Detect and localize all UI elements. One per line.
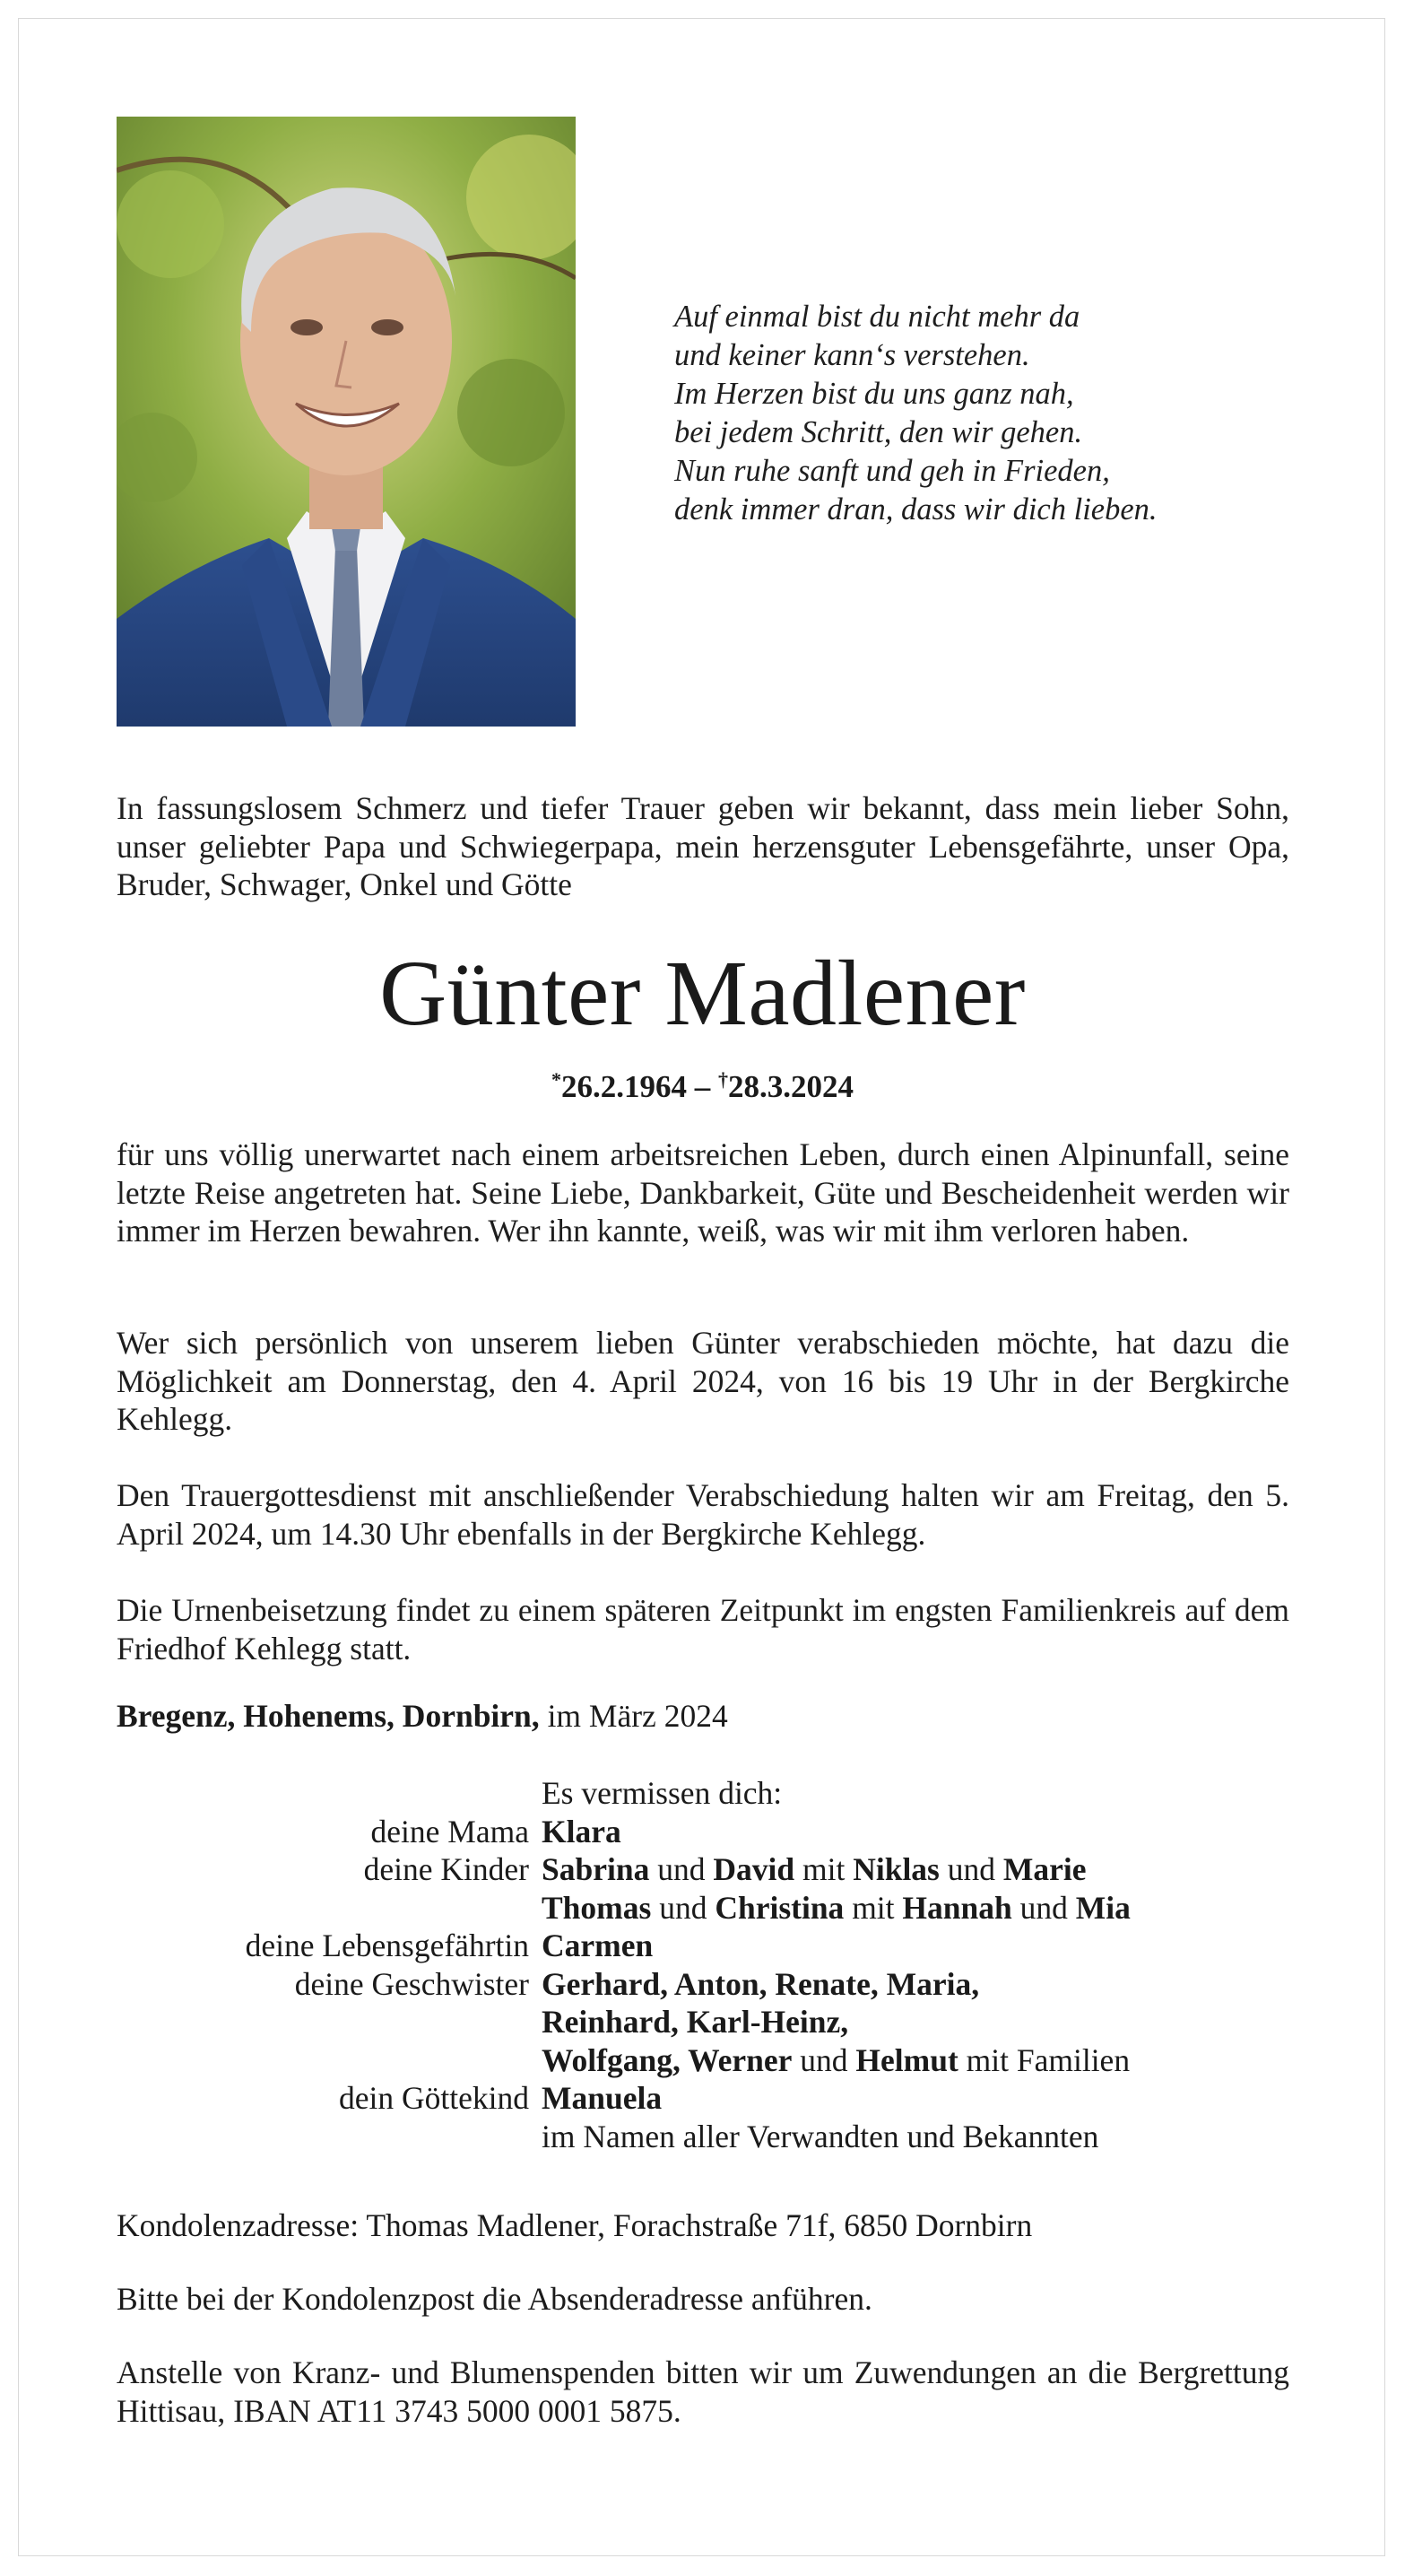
relation-label: deine Kinder xyxy=(363,1851,529,1887)
relation-label: deine Lebensgefährtin xyxy=(245,1928,529,1963)
relation-label: deine Geschwister xyxy=(294,1965,529,2002)
poem-line: denk immer dran, dass wir dich lieben. xyxy=(674,492,1158,527)
connector: und xyxy=(651,1889,716,1926)
family-row xyxy=(117,1850,1318,1889)
announcement-paragraph: für uns völlig unerwartet nach einem arbeitsreichen Leben, durch einen Alpinunfall, seine letzte Reise angetreten hat. Seine Liebe, Dankbarkeit, Güte und Bescheidenheit werden wir immer im Herzen bewahren. Wer ihn kannte, weiß, was wir mit ihm verloren haben. xyxy=(117,1136,1289,1249)
children-line xyxy=(542,1889,1131,1928)
family-row xyxy=(117,1927,1318,1965)
connector: mit Familien xyxy=(958,2041,1131,2078)
child-name: Sabrina xyxy=(542,1851,650,1887)
partner-name: Carmen xyxy=(542,1928,654,1963)
connector: und xyxy=(792,2041,856,2078)
grandchild-name: Marie xyxy=(1002,1851,1087,1887)
grandchild-name: Mia xyxy=(1075,1889,1131,1926)
poem-line: und keiner kann‘s verstehen. xyxy=(674,338,1030,372)
memorial-poem xyxy=(674,298,1320,529)
siblings-names: Wolfgang, Werner xyxy=(542,2041,793,2078)
funeral-service-paragraph: Den Trauergottesdienst mit anschließender Verabschiedung halten wir am Freitag, den 5. April 2024, um 14.30 Uhr ebenfalls in der Bergkirche Kehlegg. xyxy=(117,1477,1289,1552)
family-row xyxy=(117,1965,1318,2004)
partner-name: David xyxy=(713,1851,795,1887)
urn-burial-paragraph: Die Urnenbeisetzung findet zu einem späteren Zeitpunkt im engsten Familienkreis auf dem Friedhof Kehlegg statt. xyxy=(117,1592,1289,1667)
family-row xyxy=(117,2079,1318,2118)
birth-date: 26.2.1964 xyxy=(561,1069,687,1104)
places: Bregenz, Hohenems, Dornbirn, xyxy=(117,1698,540,1734)
family-row xyxy=(117,1813,1318,1851)
grandchild-name: Hannah xyxy=(902,1889,1012,1926)
farewell-paragraph: Wer sich persönlich von unserem lieben Günter verabschieden möchte, hat dazu die Möglichkeit am Donnerstag, den 4. April 2024, von 16 bis 19 Uhr in der Bergkirche Kehlegg. xyxy=(117,1325,1289,1437)
siblings-names: Helmut xyxy=(855,2041,958,2078)
poem-line: Im Herzen bist du uns ganz nah, xyxy=(674,377,1074,411)
partner-name: Christina xyxy=(715,1889,845,1926)
month-year: im März 2024 xyxy=(539,1698,728,1734)
connector: mit xyxy=(794,1851,854,1887)
connector: und xyxy=(1011,1889,1076,1926)
sender-note: Bitte bei der Kondolenzpost die Absenderadresse anführen. xyxy=(117,2281,872,2317)
family-heading: Es vermissen dich: xyxy=(542,1775,783,1811)
child-name: Thomas xyxy=(542,1889,652,1926)
mother-name: Klara xyxy=(542,1813,621,1849)
date-separator: – xyxy=(687,1069,718,1104)
death-symbol: † xyxy=(718,1068,728,1091)
connector: und xyxy=(939,1851,1003,1887)
poem-line: bei jedem Schritt, den wir gehen. xyxy=(674,415,1083,449)
godchild-name: Manuela xyxy=(542,2080,663,2116)
portrait-photo xyxy=(117,117,576,727)
family-row xyxy=(117,2003,1318,2041)
family-row xyxy=(117,2118,1318,2156)
condolence-address: Kondolenzadresse: Thomas Madlener, Forachstraße 71f, 6850 Dornbirn xyxy=(117,2207,1033,2243)
closing-line: im Namen aller Verwandten und Bekannten xyxy=(542,2118,1099,2154)
poem-line: Nun ruhe sanft und geh in Frieden, xyxy=(674,454,1110,488)
deceased-name: Günter Madlener xyxy=(379,942,1026,1045)
birth-symbol: * xyxy=(551,1068,561,1091)
family-row xyxy=(117,2041,1318,2080)
intro-paragraph: In fassungslosem Schmerz und tiefer Trauer geben wir bekannt, dass mein lieber Sohn, unser geliebter Papa und Schwiegerpapa, mein herzensguter Lebensgefährte, unser Opa, Bruder, Schwager, Onkel und Götte xyxy=(117,790,1289,902)
poem-line: Auf einmal bist du nicht mehr da xyxy=(674,300,1080,334)
connector: und xyxy=(649,1851,714,1887)
children-line xyxy=(542,1850,1087,1889)
relation-label: dein Göttekind xyxy=(339,2080,529,2116)
life-dates xyxy=(0,1058,1405,1109)
place-date-line xyxy=(117,1697,728,1736)
connector: mit xyxy=(844,1889,903,1926)
donation-note: Anstelle von Kranz- und Blumenspenden bitten wir um Zuwendungen an die Bergrettung Hittisau, IBAN AT11 3743 5000 0001 5875. xyxy=(117,2354,1289,2429)
family-list xyxy=(117,1774,1318,2155)
siblings-names: Gerhard, Anton, Renate, Maria, xyxy=(542,1965,980,2002)
siblings-names: Reinhard, Karl-Heinz, xyxy=(542,2004,849,2040)
grandchild-name: Niklas xyxy=(853,1851,940,1887)
family-row xyxy=(117,1889,1318,1928)
death-date: 28.3.2024 xyxy=(728,1069,854,1104)
relation-label: deine Mama xyxy=(370,1813,529,1849)
